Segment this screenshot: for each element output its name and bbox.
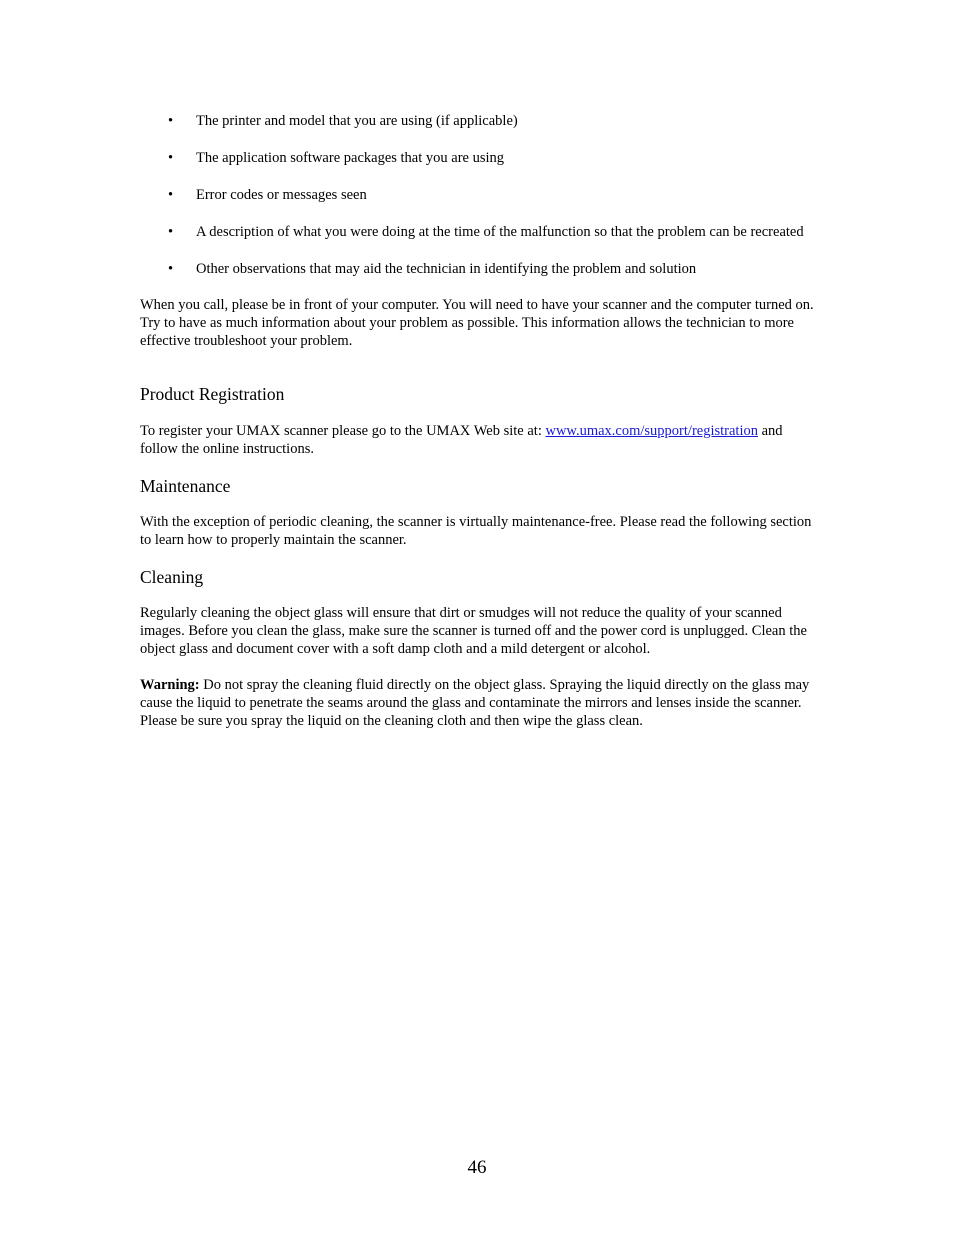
list-item xyxy=(140,149,820,167)
warning-text: Do not spray the cleaning fluid directly on the object glass. Spraying the liquid directly on the glass may cause the liquid to penetrate the seams around the glass and contaminate the mirrors and lenses inside the scanner. Please be sure you spray the liquid on the cleaning cloth and then wipe the glass clean. xyxy=(140,677,810,729)
support-info-list xyxy=(140,112,820,278)
registration-text-after-link: and follow the online instructions. xyxy=(140,423,783,457)
cleaning-heading: Cleaning xyxy=(140,567,204,587)
list-item-text: Other observations that may aid the technician in identifying the problem and solution xyxy=(196,261,697,277)
list-item-text: Error codes or messages seen xyxy=(196,187,367,203)
bullet-icon: • xyxy=(168,187,174,203)
registration-link[interactable]: www.umax.com/support/registration xyxy=(545,423,758,439)
list-item-text: The printer and model that you are using (if applicable) xyxy=(196,113,518,129)
registration-text-before-link: To register your UMAX scanner please go to the UMAX Web site at: xyxy=(140,423,546,439)
bullet-icon: • xyxy=(168,261,174,277)
page-number: 46 xyxy=(467,1157,487,1178)
cleaning-paragraph: Regularly cleaning the object glass will ensure that dirt or smudges will not reduce the quality of your scanned images. Before you clean the glass, make sure the scanner is turned off and the power cord is unplugged. Clean the object glass and document cover with a soft damp cloth and a mild detergent or alcohol. xyxy=(140,605,807,657)
page-content xyxy=(140,112,820,730)
maintenance-heading: Maintenance xyxy=(140,476,231,496)
list-item xyxy=(140,260,820,278)
registration-paragraph xyxy=(140,422,820,458)
maintenance-paragraph: With the exception of periodic cleaning, the scanner is virtually maintenance-free. Please read the following section to learn how to properly maintain the scanner. xyxy=(140,514,812,548)
call-paragraph: When you call, please be in front of your computer. You will need to have your scanner and the computer turned on. Try to have as much information about your problem as possible. This information allows the technician to more effective troubleshoot your problem. xyxy=(140,297,814,349)
list-item xyxy=(140,112,820,130)
warning-paragraph xyxy=(140,676,820,730)
bullet-icon: • xyxy=(168,150,174,166)
list-item-text: A description of what you were doing at the time of the malfunction so that the problem can be recreated xyxy=(196,224,804,240)
product-registration-heading: Product Registration xyxy=(140,384,285,404)
list-item-text: The application software packages that you are using xyxy=(196,150,505,166)
bullet-icon: • xyxy=(168,113,174,129)
list-item xyxy=(140,186,820,204)
list-item xyxy=(140,223,820,241)
warning-label: Warning: xyxy=(140,677,200,693)
bullet-icon: • xyxy=(168,224,174,240)
